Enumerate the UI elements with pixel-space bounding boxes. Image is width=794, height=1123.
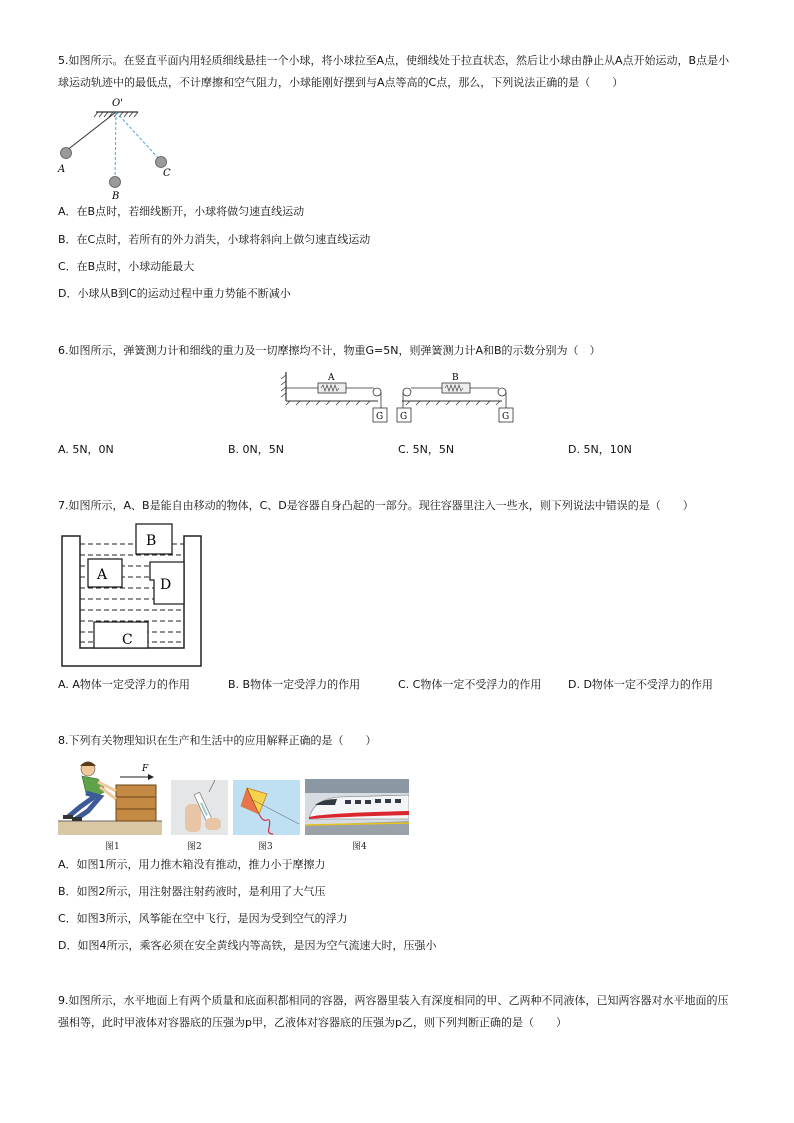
caption-figure-4: 图4 [352, 842, 367, 852]
q6-option-b: B. 0N，5N [228, 443, 284, 456]
ball-b [110, 177, 121, 188]
q8-option-a: A．如图1所示，用力推木箱没有推动，推力小于摩擦力 [58, 858, 326, 871]
pendulum-figure [56, 96, 186, 200]
ball-a [61, 148, 72, 159]
q7-option-b: B. B物体一定受浮力的作用 [228, 678, 361, 691]
label-pivot: O' [112, 98, 123, 109]
caption-figure-3: 图3 [258, 842, 273, 852]
figure-4-train [305, 779, 409, 835]
question-6-stem: 6.如图所示，弹簧测力计和细线的重力及一切摩擦均不计，物重G=5N，则弹簧测力计A和B的示数分别为（ ） [58, 344, 601, 357]
label-c: C [122, 632, 133, 648]
q5-option-c: C．在B点时，小球动能最大 [58, 260, 195, 273]
spring-scale-figure [280, 367, 520, 427]
q7-option-c: C. C物体一定不受浮力的作用 [398, 678, 542, 691]
question-9-stem: 9.如图所示，水平地面上有两个质量和底面积都相同的容器，两容器里装入有深度相同的甲、乙两种不同液体，已知两容器对水平地面的压强相等，此时甲液体对容器底的压强为p甲，乙液体对容器底的压强为p乙，则下列判断正确的是（ ） [58, 994, 729, 1029]
container-figure [60, 522, 204, 668]
figure-2-syringe [171, 780, 228, 835]
q8-option-d: D．如图4所示，乘客必须在安全黄线内等高铁，是因为空气流速大时，压强小 [58, 939, 437, 952]
caption-figure-1: 图1 [105, 842, 120, 852]
q8-option-c: C．如图3所示，风筝能在空中飞行，是因为受到空气的浮力 [58, 912, 348, 925]
label-d: D [160, 577, 172, 593]
q5-option-b: B．在C点时，若所有的外力消失，小球将斜向上做匀速直线运动 [58, 233, 371, 246]
q8-option-b: B．如图2所示，用注射器注射药液时，是利用了大气压 [58, 885, 326, 898]
q7-option-a: A. A物体一定受浮力的作用 [58, 678, 190, 691]
question-7-stem: 7.如图所示，A、B是能自由移动的物体，C、D是容器自身凸起的一部分。现往容器里注入一些水，则下列说法中错误的是（ ） [58, 499, 694, 512]
label-a: A [58, 164, 66, 175]
question-8-stem: 8.下列有关物理知识在生产和生活中的应用解释正确的是（ ） [58, 734, 377, 747]
label-c: C [163, 168, 171, 179]
q6-option-a: A. 5N，0N [58, 443, 114, 456]
q7-option-d: D. D物体一定不受浮力的作用 [568, 678, 713, 691]
ball-c [156, 157, 167, 168]
scale-b-label: B [452, 373, 459, 383]
figure-1-push-box [58, 755, 162, 835]
weight-g-3: G [502, 412, 510, 422]
label-b: B [112, 191, 120, 200]
q5-option-d: D．小球从B到C的运动过程中重力势能不断减小 [58, 287, 291, 300]
label-a: A [97, 567, 108, 583]
figure-3-kite [233, 780, 300, 835]
q6-option-c: C. 5N，5N [398, 443, 455, 456]
caption-figure-2: 图2 [187, 842, 202, 852]
q6-option-d: D. 5N，10N [568, 443, 632, 456]
force-label: F [142, 764, 149, 774]
bump-c [94, 622, 148, 648]
scale-a-label: A [328, 373, 335, 383]
label-b: B [146, 533, 157, 549]
weight-g-1: G [376, 412, 384, 422]
weight-g-2: G [400, 412, 408, 422]
question-5-stem: 5.如图所示。在竖直平面内用轻质细线悬挂一个小球，将小球拉至A点，使细线处于拉直状态，然后让小球由静止从A点开始运动，B点是小球运动轨迹中的最低点，不计摩擦和空气阻力，小球能刚好摆到与A点等高的C点，那么，下列说法正确的是（ ） [58, 54, 730, 89]
q5-option-a: A．在B点时，若细线断开，小球将做匀速直线运动 [58, 205, 305, 218]
